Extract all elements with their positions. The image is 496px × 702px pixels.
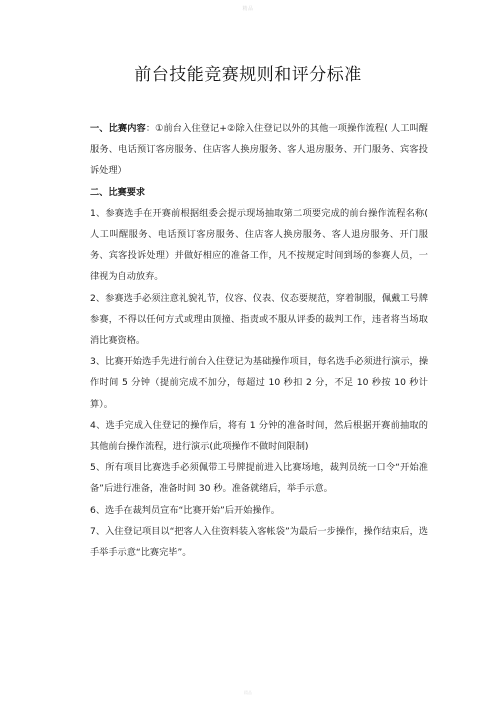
rule-paragraph: 3、比赛开始选手先进行前台入住登记为基础操作项目，每名选手必须进行演示，操作时间 5 分钟（提前完成不加分，每超过 10 秒扣 2 分，不足 10 秒按 10 秒计算）。 bbox=[90, 356, 428, 410]
rule-paragraph: 2、参赛选手必须注意礼貌礼节，仪容、仪表、仪态要规范，穿着制服，佩戴工号牌参赛，不得以任何方式或理由顶撞、指责或不服从评委的裁判工作，违者将当场取消比赛资格。 bbox=[90, 292, 428, 347]
rule-paragraph: 6、选手在裁判员宣布“比赛开始”后开始操作。 bbox=[90, 504, 280, 516]
rule-paragraph: 5、所有项目比赛选手必须佩带工号牌提前进入比赛场地，裁判员统一口令“开始准备”后进行准备，准备时间 30 秒。准备就绪后，举手示意。 bbox=[90, 462, 428, 495]
rule-paragraph: 4、选手完成入住登记的操作后，将有 1 分钟的准备时间，然后根据开赛前抽取的其他前台操作流程，进行演示(此项操作不做时间限制) bbox=[90, 419, 428, 453]
rule-paragraph: 1、参赛选手在开赛前根据组委会提示现场抽取第二项要完成的前台操作流程名称( 人工叫醒服务、电话预订客房服务、住店客人换房服务、客人退房服务、开门服务、宾客投诉处理）并做好相应的准备工作，凡不按规定时间到场的参赛人员，一律视为自动放弃。 bbox=[90, 207, 428, 283]
top-watermark: 精品 bbox=[242, 6, 254, 12]
page-title: 前台技能竞赛规则和评分标准 bbox=[134, 65, 362, 85]
section-1-label: 一、比赛内容 bbox=[90, 123, 146, 134]
rule-paragraph: 7、入住登记项目以“把客人入住资料装入客帐袋”为最后一步操作，操作结束后，选手举手示意“比赛完毕”。 bbox=[90, 525, 428, 559]
section-1-paragraph bbox=[90, 118, 428, 182]
bottom-watermark: 精品 bbox=[244, 690, 252, 695]
section-1-text: ：①前台入住登记+②除入住登记以外的其他一项操作流程( 人工叫醒服务、电话预订客房服务、住店客人换房服务、客人退房服务、开门服务、宾客投诉处理） bbox=[90, 123, 428, 177]
document-body bbox=[90, 118, 428, 563]
section-2-heading: 二、比赛要求 bbox=[90, 186, 146, 198]
